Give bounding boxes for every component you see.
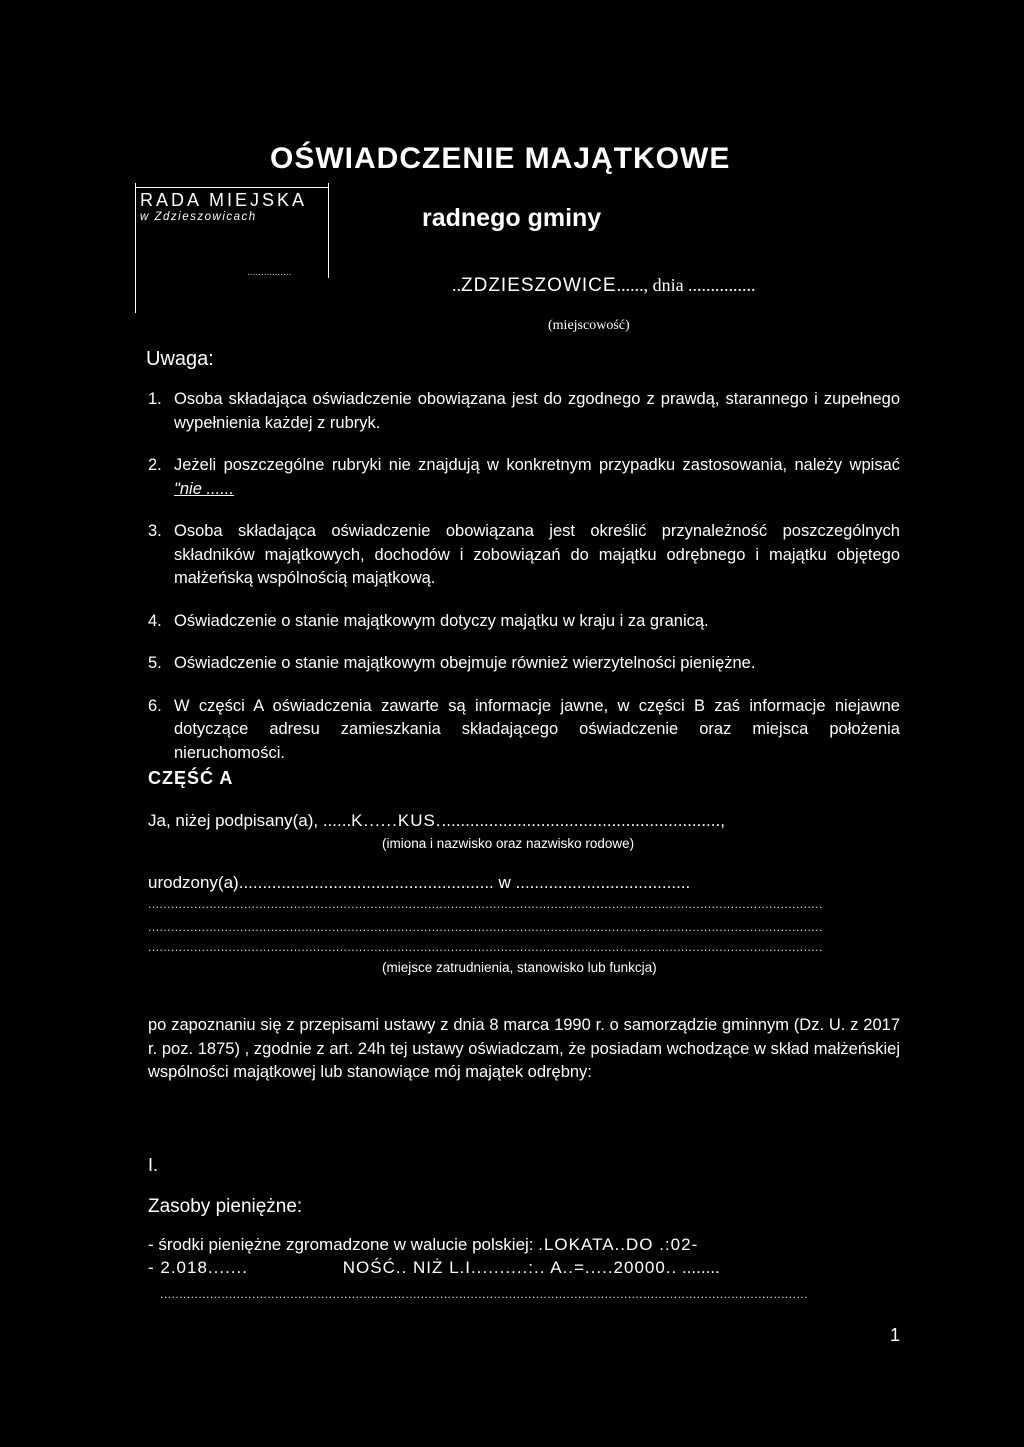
name-handwritten: K......KUS. [351,811,442,830]
birth-label: urodzony(a) [148,873,239,892]
polish-currency-label: - środki pieniężne zgromadzone w walucie polskiej: [148,1235,539,1254]
polish-currency-line-2 [148,1258,720,1278]
birth-dots: ...................................................... w ..................................... [238,873,691,892]
name-line [148,811,725,831]
note-text: Jeżeli poszczególne rubryki nie znajdują w konkretnym przypadku zastosowania, należy wpisać [174,456,900,474]
section-a-heading: CZĘŚĆ A [148,768,234,788]
note-number: 1. [148,390,162,408]
note-text: Oświadczenie o stanie majątkowym obejmuje również wierzytelności pieniężne. [174,654,756,672]
cash-resources-heading: Zasoby pieniężne: [148,1196,303,1217]
note-3 [148,520,900,591]
place-prefix: .. [452,275,461,295]
registration-stamp [132,183,331,313]
stamp-border-top [136,187,328,188]
polish-currency-tail: ........ [677,1258,720,1277]
name-hint: (imiona i nazwisko oraz nazwisko rodowe) [382,836,635,851]
note-number: 6. [148,696,162,715]
note-number: 5. [148,654,162,672]
place-date-line [452,275,756,297]
polish-currency-handwritten: .LOKATA..DO [538,1235,654,1254]
birth-line [148,873,690,893]
place-suffix: ......, dnia ............... [616,275,756,295]
stamp-line-1: RADA MIEJSKA [140,190,308,210]
name-dots: ...... [322,811,352,830]
stamp-line-2: w Zdzieszowicach [140,211,257,223]
name-dots-trailing: ..........................................................., [441,811,725,830]
note-2 [148,454,900,501]
page-number: 1 [890,1325,901,1345]
note-text: Osoba składająca oświadczenie obowiązana jest do zgodnego z prawdą, starannego i zupełnego wypełnienia każdej z rubryk. [174,390,900,432]
polish-currency-amount: NOŚĆ.. NIŻ L.I..........:.. A..=.....20000.. [342,1258,678,1277]
note-5 [148,652,900,676]
place-handwritten: ZDZIESZOWICE [461,275,617,296]
note-text: Oświadczenie o stanie majątkowym dotyczy majątku w kraju i za granicą. [174,611,709,630]
note-1 [148,388,900,435]
stamp-dots: ................ [247,267,292,278]
note-text-wrap [174,454,900,501]
declaration-paragraph: po zapoznaniu się z przepisami ustawy z dnia 8 marca 1990 r. o samorządzie gminnym (Dz. U. z 2017 r. poz. 1875) , zgodnie z art. 24h tej ustawy oświadczam, że posiadam wchodzące w skład małżeńskiej wspólności majątkowej lub stanowiące mój majątek odrębny: [148,1016,900,1081]
polish-currency-year: - 2.018....... [148,1258,248,1277]
note-number: 3. [148,522,162,540]
note-number: 4. [148,611,162,630]
name-label: Ja, niżej podpisany(a), [148,811,323,830]
section-i-heading: I. [148,1155,159,1175]
document-subtitle: radnego gminy [422,204,602,232]
employment-hint: (miejsce zatrudnienia, stanowisko lub funkcja) [382,960,657,975]
stamp-border-left [135,183,136,313]
polish-currency-handwritten-2: .:02- [653,1235,699,1254]
stamp-border-right [328,183,329,278]
polish-currency-line [148,1235,698,1255]
note-4 [148,610,900,634]
place-hint: (miejscowość) [548,318,630,333]
cash-dotline: ......................................................................................................................................................................... [160,1287,808,1301]
employment-dotline-1: ................................................................................................................................................................................ [148,897,823,911]
note-6 [148,695,900,766]
note-number: 2. [148,456,162,474]
note-text: Osoba składająca oświadczenie obowiązana jest określić przynależność poszczególnych składników majątkowych, dochodów i zobowiązań do majątku odrębnego i majątku objętego małżeńską wspólnością majątkową. [174,522,900,587]
note-extra: "nie ...... [174,479,234,498]
document-title: OŚWIADCZENIE MAJĄTKOWE [270,142,731,175]
employment-dotline-3: ................................................................................................................................................................................ [148,940,823,954]
notes-list [148,388,900,784]
employment-dotline-2: ................................................................................................................................................................................ [148,920,823,934]
uwaga-heading: Uwaga: [146,348,214,370]
note-text: W części A oświadczenia zawarte są informacje jawne, w części B zaś informacje niejawne dotyczące adresu zamieszkania składającego oświadczenie oraz miejsca położenia nieruchomości. [174,696,900,762]
